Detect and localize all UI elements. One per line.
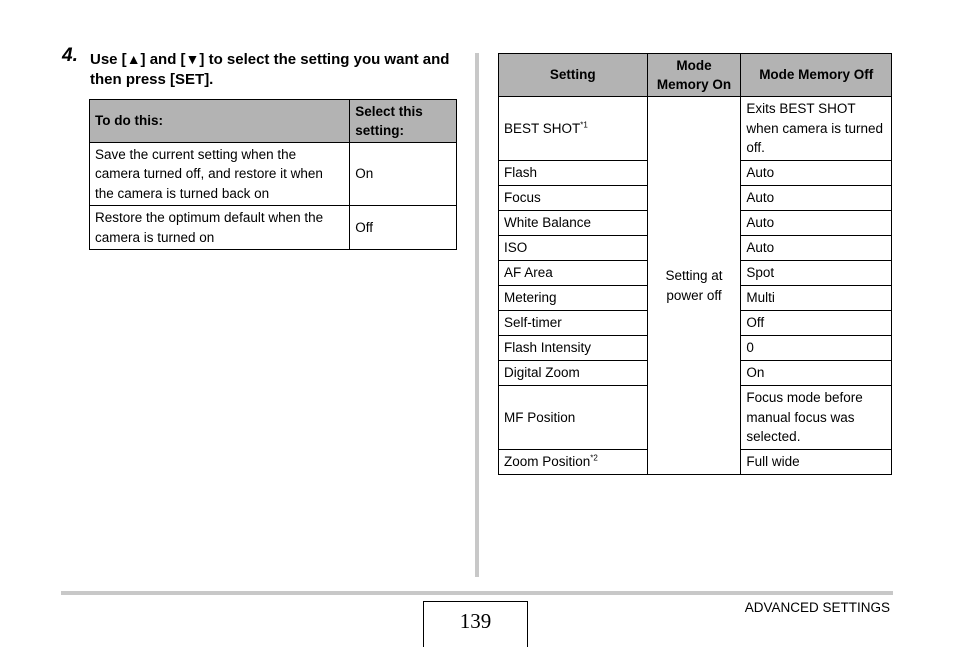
memory-on-value: Setting at power off bbox=[647, 97, 741, 475]
memory-off-value: Auto bbox=[741, 236, 892, 261]
page-number: 139 bbox=[423, 601, 528, 647]
memory-off-value: Exits BEST SHOT when camera is turned off. bbox=[741, 97, 892, 161]
setting-name: BEST SHOT$^{*1}$ bbox=[499, 97, 648, 161]
memory-off-value: Auto bbox=[741, 161, 892, 186]
table-cell: On bbox=[350, 143, 457, 206]
setting-name: Focus bbox=[499, 186, 648, 211]
down-arrow-icon: ▼ bbox=[185, 51, 200, 67]
footer-divider bbox=[61, 591, 893, 595]
memory-off-value: 0 bbox=[741, 336, 892, 361]
setting-name: Zoom Position$^{*2}$ bbox=[499, 450, 648, 475]
setting-name: Self-timer bbox=[499, 311, 648, 336]
memory-off-value: Auto bbox=[741, 186, 892, 211]
setting-name: White Balance bbox=[499, 211, 648, 236]
memory-off-value: Full wide bbox=[741, 450, 892, 475]
setting-name: Flash bbox=[499, 161, 648, 186]
column-header-setting: Setting bbox=[499, 54, 648, 97]
memory-off-value: Spot bbox=[741, 261, 892, 286]
column-header-memory-off: Mode Memory Off bbox=[741, 54, 892, 97]
memory-off-value: Auto bbox=[741, 211, 892, 236]
memory-off-value: Off bbox=[741, 311, 892, 336]
column-header-memory-on: Mode Memory On bbox=[647, 54, 741, 97]
table-row bbox=[90, 143, 457, 206]
setting-name: AF Area bbox=[499, 261, 648, 286]
step-number: 4. bbox=[62, 45, 78, 66]
table-cell: Off bbox=[350, 206, 457, 250]
column-divider bbox=[475, 53, 479, 577]
footnote-marker: *2 bbox=[590, 453, 598, 463]
up-arrow-icon: ▲ bbox=[126, 51, 141, 67]
setting-name: ISO bbox=[499, 236, 648, 261]
column-header-action: To do this: bbox=[90, 100, 350, 143]
setting-name: Metering bbox=[499, 286, 648, 311]
setting-name: MF Position bbox=[499, 386, 648, 450]
mode-memory-table bbox=[498, 53, 892, 475]
memory-off-value: On bbox=[741, 361, 892, 386]
memory-off-value: Focus mode before manual focus was selected. bbox=[741, 386, 892, 450]
footnote-marker: *1 bbox=[580, 120, 588, 130]
table-cell: Save the current setting when the camera turned off, and restore it when the camera is turned back on bbox=[90, 143, 350, 206]
setting-name: Digital Zoom bbox=[499, 361, 648, 386]
memory-off-value: Multi bbox=[741, 286, 892, 311]
table-row bbox=[499, 97, 892, 161]
table-cell: Restore the optimum default when the camera is turned on bbox=[90, 206, 350, 250]
section-title: ADVANCED SETTINGS bbox=[744, 600, 890, 615]
column-header-setting: Select this setting: bbox=[350, 100, 457, 143]
step-text: Use [▲] and [▼] to select the setting you want and then press [SET]. bbox=[90, 51, 450, 88]
action-setting-table bbox=[89, 99, 457, 250]
table-row bbox=[90, 206, 457, 250]
setting-name: Flash Intensity bbox=[499, 336, 648, 361]
